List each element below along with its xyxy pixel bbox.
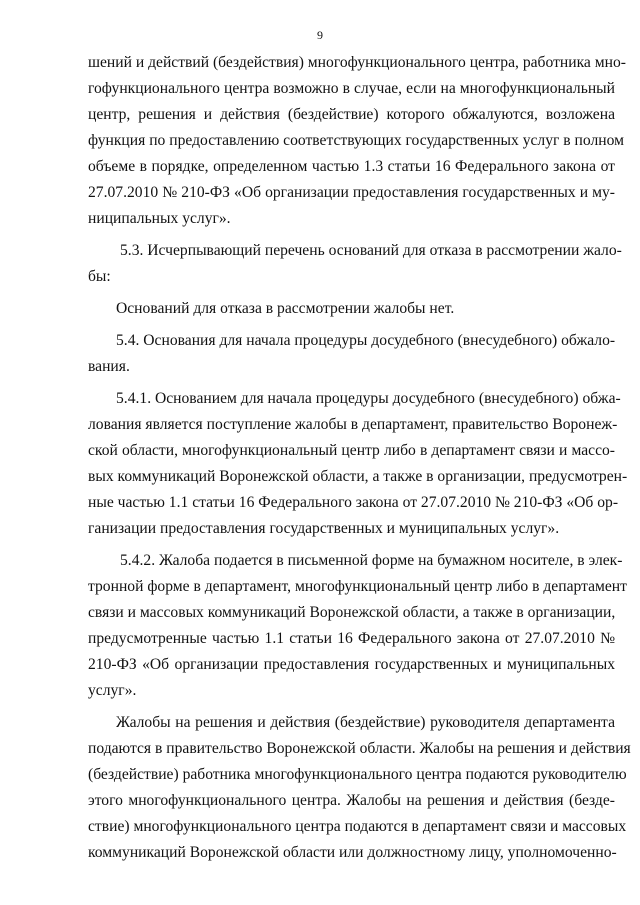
text-line: (бездействие) работника многофункционального центра подаются руководителю (88, 766, 627, 783)
text-line: 210-ФЗ «Об организации предоставления государственных и муниципальных (88, 656, 615, 673)
text-line: тронной форме в департамент, многофункциональный центр либо в департамент (88, 578, 627, 595)
text-line: 5.4. Основания для начала процедуры досудебного (внесудебного) обжало- (116, 332, 616, 349)
text-line: ствие) многофункционального центра подаются в департамент связи и массовых (88, 818, 627, 835)
text-line: 5.3. Исчерпывающий перечень оснований для отказа в рассмотрении жало- (120, 242, 622, 259)
text-line: лования является поступление жалобы в департамент, правительство Воронеж- (88, 416, 618, 433)
text-line: 27.07.2010 № 210-ФЗ «Об организации предоставления государственных и му- (88, 184, 615, 201)
text-line: услуг». (88, 682, 137, 699)
text-line: центр, решения и действия (бездействие) которого обжалуются, возложена (88, 106, 615, 123)
page-number: 9 (317, 28, 323, 42)
text-line: гофункционального центра возможно в случае, если на многофункциональный (88, 80, 615, 97)
text-line: связи и массовых коммуникаций Воронежской области, а также в организации, (88, 604, 616, 621)
text-line: ниципальных услуг». (88, 210, 231, 227)
document-body (88, 50, 631, 866)
text-line: вых коммуникаций Воронежской области, а также в организации, предусмотрен- (88, 468, 628, 485)
text-line: объеме в порядке, определенном частью 1.3 статьи 16 Федерального закона от (88, 158, 615, 175)
text-line: ганизации предоставления государственных и муниципальных услуг». (88, 520, 560, 537)
text-line: Оснований для отказа в рассмотрении жалобы нет. (116, 300, 455, 317)
text-line: коммуникаций Воронежской области или должностному лицу, уполномоченно- (88, 844, 617, 861)
text-line: бы: (88, 268, 111, 285)
text-line: ные частью 1.1 статьи 16 Федерального закона от 27.07.2010 № 210-ФЗ «Об ор- (88, 494, 619, 511)
text-line: 5.4.1. Основанием для начала процедуры досудебного (внесудебного) обжа- (116, 390, 621, 407)
text-line: вания. (88, 358, 130, 375)
text-line: функция по предоставлению соответствующих государственных услуг в полном (88, 132, 624, 149)
text-line: шений и действий (бездействия) многофункционального центра, работника мно- (88, 54, 626, 71)
text-line: 5.4.2. Жалоба подается в письменной форме на бумажном носителе, в элек- (120, 552, 623, 569)
text-line: этого многофункционального центра. Жалобы на решения и действия (безде- (88, 792, 615, 809)
text-line: подаются в правительство Воронежской области. Жалобы на решения и действия (88, 740, 631, 757)
text-line: предусмотренные частью 1.1 статьи 16 Федерального закона от 27.07.2010 № (88, 630, 615, 647)
text-line: ской области, многофункциональный центр либо в департамент связи и массо- (88, 442, 615, 459)
text-line: Жалобы на решения и действия (бездействие) руководителя департамента (116, 714, 615, 731)
